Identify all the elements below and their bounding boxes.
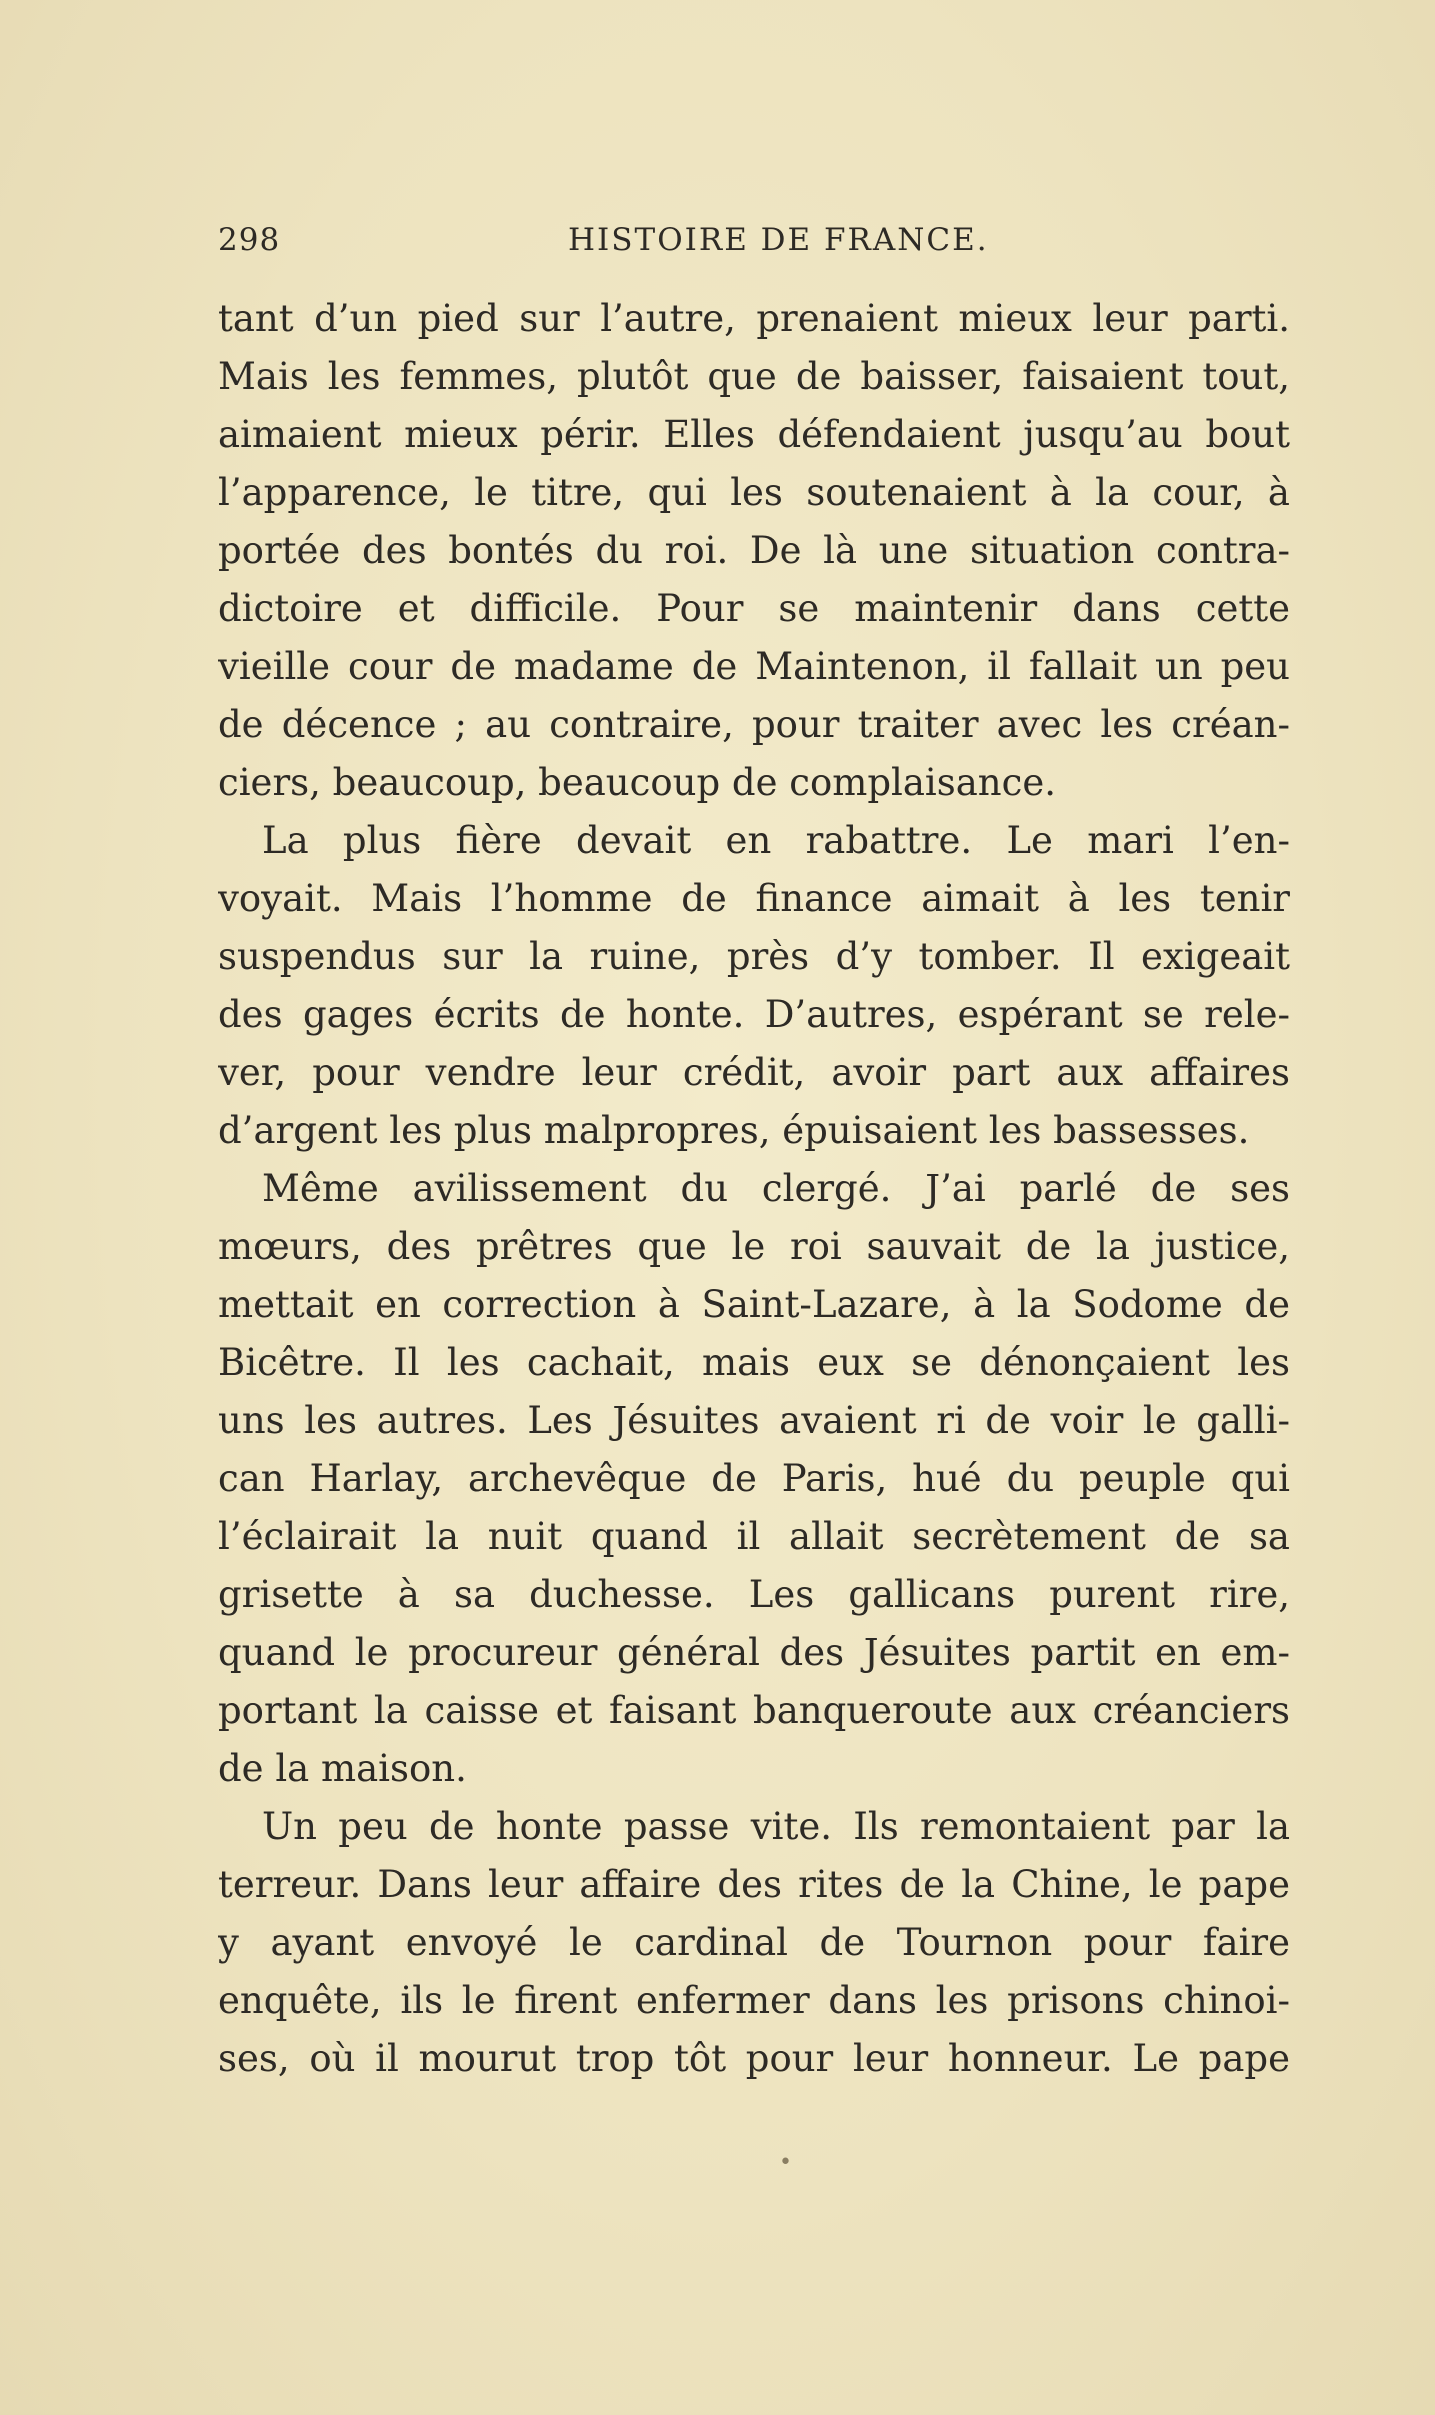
- text-line: suspendus sur la ruine, près d’y tomber. Il exigeait: [218, 935, 1290, 978]
- body-text: [218, 290, 1290, 2088]
- text-line: des gages écrits de honte. D’autres, espérant se rele-: [218, 993, 1290, 1036]
- text-line: Bicêtre. Il les cachait, mais eux se dénonçaient les: [218, 1341, 1290, 1384]
- text-line: l’éclairait la nuit quand il allait secrètement de sa: [218, 1515, 1290, 1558]
- running-title: HISTOIRE DE FRANCE.: [568, 222, 989, 258]
- text-line: ver, pour vendre leur crédit, avoir part aux affaires: [218, 1051, 1290, 1094]
- text-line: terreur. Dans leur affaire des rites de la Chine, le pape: [218, 1863, 1290, 1906]
- text-line: portant la caisse et faisant banqueroute aux créanciers: [218, 1689, 1290, 1732]
- text-line: can Harlay, archevêque de Paris, hué du peuple qui: [218, 1457, 1290, 1500]
- text-line: enquête, ils le firent enfermer dans les prisons chinoi-: [218, 1979, 1290, 2022]
- text-line: y ayant envoyé le cardinal de Tournon pour faire: [218, 1921, 1290, 1964]
- page-number: 298: [218, 222, 281, 258]
- text-line: Mais les femmes, plutôt que de baisser, faisaient tout,: [218, 355, 1290, 398]
- text-line: portée des bontés du roi. De là une situation contra-: [218, 529, 1290, 572]
- text-line: mœurs, des prêtres que le roi sauvait de la justice,: [218, 1225, 1290, 1268]
- text-line: aimaient mieux périr. Elles défendaient jusqu’au bout: [218, 413, 1290, 456]
- text-line: ciers, beaucoup, beaucoup de complaisance.: [218, 761, 1056, 804]
- text-line: tant d’un pied sur l’autre, prenaient mieux leur parti.: [218, 297, 1290, 340]
- text-line: de la maison.: [218, 1747, 467, 1790]
- text-line: uns les autres. Les Jésuites avaient ri de voir le galli-: [218, 1399, 1290, 1442]
- text-line: l’apparence, le titre, qui les soutenaient à la cour, à: [218, 471, 1290, 514]
- paragraph-start: Un peu de honte passe vite. Ils remontaient par la: [262, 1805, 1290, 1848]
- text-line: voyait. Mais l’homme de finance aimait à les tenir: [218, 877, 1290, 920]
- paragraph-start: La plus fière devait en rabattre. Le mari l’en-: [262, 819, 1290, 862]
- text-line: grisette à sa duchesse. Les gallicans purent rire,: [218, 1573, 1290, 1616]
- running-header: [218, 222, 1290, 272]
- text-line: d’argent les plus malpropres, épuisaient les bassesses.: [218, 1109, 1250, 1152]
- text-line: dictoire et difficile. Pour se maintenir dans cette: [218, 587, 1290, 630]
- text-line: quand le procureur général des Jésuites partit en em-: [218, 1631, 1290, 1674]
- text-line: ses, où il mourut trop tôt pour leur honneur. Le pape: [218, 2037, 1290, 2080]
- footer-mark: •: [779, 2150, 792, 2175]
- text-line: mettait en correction à Saint-Lazare, à la Sodome de: [218, 1283, 1290, 1326]
- text-line: vieille cour de madame de Maintenon, il fallait un peu: [218, 645, 1290, 688]
- paragraph-start: Même avilissement du clergé. J’ai parlé de ses: [262, 1167, 1290, 1210]
- text-line: de décence ; au contraire, pour traiter avec les créan-: [218, 703, 1290, 746]
